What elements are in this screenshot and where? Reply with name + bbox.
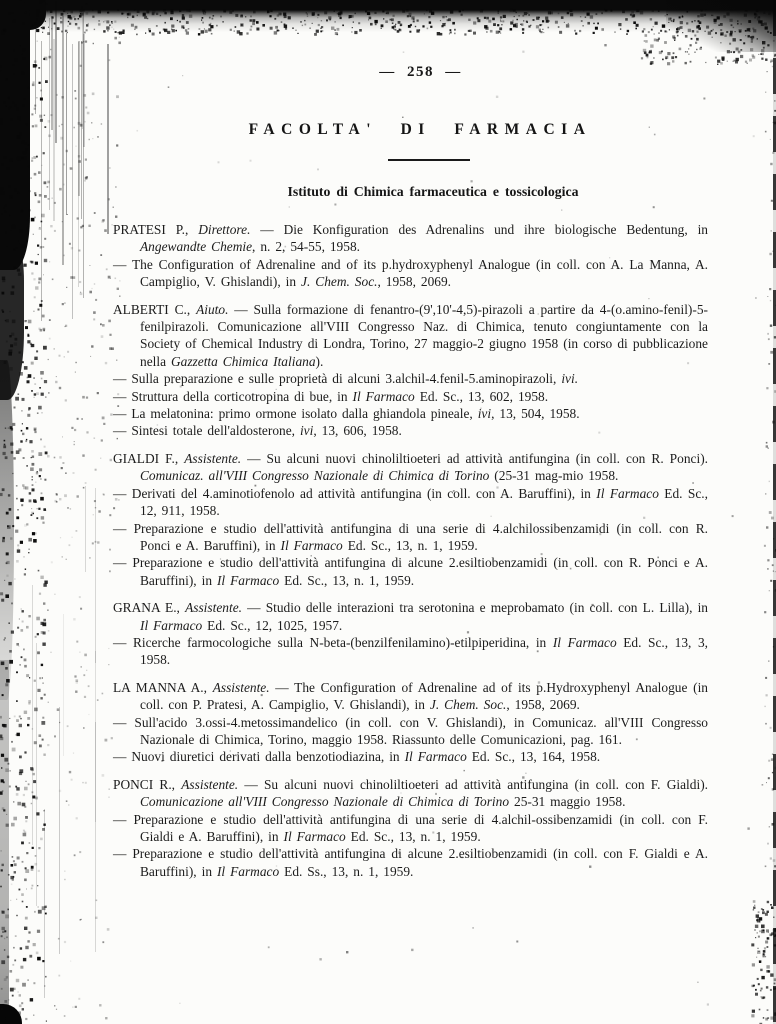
scan-streak-artifact <box>95 722 96 952</box>
italic-text: Il Farmaco <box>404 749 467 765</box>
text-run: , 13, 606, 1958. <box>313 423 402 439</box>
title-rule <box>388 159 470 161</box>
text-run: — Sintesi totale dell'aldosterone, <box>113 423 300 439</box>
person-block-grana <box>113 599 708 669</box>
scan-streak-artifact <box>66 33 67 215</box>
italic-text: J. Chem. Soc. <box>301 274 378 290</box>
text-run: Ed. Sc., 13, 3, 1958. <box>140 634 709 668</box>
publication-entry <box>113 405 708 422</box>
text-run: — Preparazione e studio dell'attività antifungina di alcune 2.esiltiobenzamidi (in coll. con R. Ponci e A. Baruffini), in <box>113 555 708 588</box>
italic-text: Il Farmaco <box>552 634 617 650</box>
institute-heading: Istituto di Chimica farmaceutica e tossicologica <box>287 184 579 199</box>
text-run: — Sull'acido 3.ossi-4.metossimandelico (in coll. con V. Ghislandi), in Comunicaz. all'VIII Congresso Nazionale di Chimica, Torino, maggio 1958. Riassunto delle Comunicazioni, pag. 161. <box>113 714 708 747</box>
scan-streak-artifact <box>72 44 73 319</box>
text-run: Ed. Sc., 13, 164, 1958. <box>466 749 601 765</box>
publication-entry <box>113 634 708 669</box>
italic-text: Il Farmaco <box>216 863 280 879</box>
italic-text: Assistente. <box>212 679 270 695</box>
italic-text: Assistente. <box>184 450 242 466</box>
scan-streak-artifact <box>32 585 33 845</box>
text-run: LA MANNA A., <box>113 679 213 695</box>
person-block-pratesi <box>113 221 708 291</box>
faculty-title: FACOLTA' DI FARMACIA <box>248 121 592 138</box>
scan-streak-artifact <box>85 486 86 572</box>
text-run: GRANA E., <box>113 600 186 616</box>
text-run: — Preparazione e studio dell'attività antifungina di una serie di 4.alchilossibenzamidi (in coll. con R. Ponci e A. Baruffini), in <box>113 520 708 553</box>
publication-entry <box>113 388 708 405</box>
italic-text: Il Farmaco <box>596 485 659 501</box>
scan-bottom-left-corner-artifact <box>0 1004 22 1024</box>
italic-text: ivi. <box>561 371 579 387</box>
italic-text: Comunicazione all'VIII Congresso Nazionale di Chimica di Torino <box>140 794 510 810</box>
scan-streak-artifact <box>81 41 82 219</box>
publication-entry <box>113 845 708 880</box>
text-run: Ed. Sc., 12, 1025, 1957. <box>202 617 343 633</box>
text-run: ALBERTI C., <box>113 301 197 317</box>
text-run: — Sulla formazione di fenantro-(9',10'-4,5)-pirazoli a partire da 4-(o.amino-fenil)-5-fenilpirazoli. Comunicazione all'VIII Congresso Naz. di Chimica, tenuto congiuntamente con la Society of Chemical Industry di Londra, Torino, 27 maggio-2 giugno 1958 (in corso di pubblicazione nella <box>140 301 709 369</box>
text-run: , n. 2, 54-55, 1958. <box>252 239 360 255</box>
publication-entry <box>113 520 708 555</box>
text-run: — The Configuration of Adrenaline and of its p.hydroxyphenyl Analogue (in coll. con A. La Manna, A. Campiglio, V. Ghislandi), in <box>113 256 708 290</box>
text-run: — Studio delle interazioni tra serotonina e meprobamato (in coll. con L. Lilla), in <box>241 600 708 616</box>
scan-streak-artifact <box>62 16 64 265</box>
scan-spine-artifact <box>0 360 14 700</box>
text-run: — Ricerche farmocologiche sulla N-beta-(benzilfenilamino)-etilpiperidina, in <box>113 634 553 650</box>
text-run: — The Configuration of Adrenaline ad of its p.Hydroxyphenyl Analogue (in coll. con P. Pratesi, A. Campiglio, V. Ghislandi), in <box>140 679 708 713</box>
scan-streak-artifact <box>95 488 96 663</box>
publication-list <box>113 221 708 890</box>
scan-streak-artifact <box>36 643 37 906</box>
italic-text: Angewandte Chemie <box>140 239 253 255</box>
page-number: — 258 — <box>379 64 462 80</box>
publication-entry <box>113 714 708 749</box>
person-block-la-manna <box>113 679 708 766</box>
text-run: — Nuovi diuretici derivati dalla benzotiodiazina, in <box>113 749 405 765</box>
italic-text: Il Farmaco <box>283 829 346 844</box>
publication-entry <box>113 370 708 387</box>
text-run: — Die Konfiguration des Adrenalins und ihre biologische Bedentung, in <box>250 222 708 237</box>
italic-text: Il Farmaco <box>352 388 415 404</box>
scan-streak-artifact <box>63 614 64 756</box>
text-run: Ed. Sc., 13, 602, 1958. <box>414 388 549 404</box>
italic-text: Il Farmaco <box>140 617 203 633</box>
scan-streak-artifact <box>83 12 84 298</box>
scan-streak-artifact <box>78 42 79 287</box>
text-run: PONCI R., <box>113 776 182 792</box>
text-run: Ed. Sc., 12, 911, 1958. <box>140 485 708 519</box>
publication-entry <box>113 811 708 846</box>
text-run: GIALDI F., <box>113 450 185 466</box>
text-run: ). <box>315 353 324 369</box>
publication-entry <box>113 599 708 634</box>
scan-spine-artifact <box>0 660 9 1024</box>
scan-streak-artifact <box>78 41 80 196</box>
publication-entry <box>113 221 708 256</box>
text-run: — Su alcuni nuovi chinoliltioeteri ad attività antifungina (in coll. con F. Gialdi). <box>238 776 708 792</box>
text-run: Ed. Ss., 13, n. 1, 1959. <box>279 863 414 879</box>
scan-streak-artifact <box>41 41 42 321</box>
scan-streak-artifact <box>107 44 109 234</box>
person-block-alberti <box>113 301 708 440</box>
scan-streak-artifact <box>59 707 60 954</box>
scan-streak-artifact <box>44 809 45 998</box>
publication-entry <box>113 422 708 439</box>
text-run: , 13, 504, 1958. <box>491 406 580 422</box>
scan-streak-artifact <box>49 18 50 210</box>
italic-text: Il Farmaco <box>280 537 343 553</box>
italic-text: Assistente. <box>181 776 239 792</box>
scan-top-edge-artifact <box>0 0 776 32</box>
text-run: Ed. Sc., 13, n. 1, 1959. <box>345 829 481 844</box>
person-block-gialdi <box>113 450 708 589</box>
italic-text: Aiuto. <box>196 301 229 317</box>
person-block-ponci <box>113 776 708 880</box>
text-run: — La melatonina: primo ormone isolato dalla ghiandola pineale, <box>113 406 478 422</box>
publication-entry <box>113 554 708 589</box>
text-run: — Struttura della corticotropina di bue, in <box>113 388 353 404</box>
italic-text: Assistente. <box>185 600 242 616</box>
text-run: — Su alcuni nuovi chinoliltioeteri ad attività antifungina (in coll. con R. Ponci). <box>241 450 708 466</box>
text-run: Ed. Sc., 13, n. 1, 1959. <box>342 537 478 553</box>
text-run: — Derivati del 4.aminotiofenolo ad attività antifungina (in coll. con A. Baruffini), in <box>113 485 597 501</box>
scan-streak-artifact <box>83 34 85 147</box>
text-run: , 1958, 2069. <box>506 697 580 713</box>
italic-text: Il Farmaco <box>216 572 280 588</box>
text-run: — Sulla preparazione e sulle proprietà di alcuni 3.alchil-4.fenil-5.aminopirazoli, <box>113 371 562 387</box>
scan-streak-artifact <box>51 16 53 130</box>
publication-entry <box>113 679 708 714</box>
publication-entry <box>113 485 708 520</box>
text-run: PRATESI P., <box>113 222 199 237</box>
scan-top-right-corner-artifact <box>666 0 776 52</box>
scan-streak-artifact <box>53 39 55 221</box>
text-run: — Preparazione e studio dell'attività antifungina di alcune 2.esiltiobenzamidi (in coll. con F. Gialdi e A. Baruffini), in <box>113 846 708 879</box>
text-run: , 1958, 2069. <box>377 274 452 290</box>
publication-entry <box>113 256 708 291</box>
scan-streak-artifact <box>95 651 96 822</box>
italic-text: ivi <box>299 423 314 439</box>
italic-text: Gazzetta Chimica Italiana <box>170 353 316 369</box>
text-run: — Preparazione e studio dell'attività antifungina di una serie di 4.alchil-ossibenzamidi (in coll. con F. Gialdi e A. Baruffini), in <box>113 811 708 844</box>
publication-entry <box>113 301 708 371</box>
italic-text: ivi <box>477 406 492 422</box>
scan-streak-artifact <box>35 25 36 114</box>
text-run: Ed. Sc., 13, n. 1, 1959. <box>279 572 415 588</box>
publication-entry <box>113 776 708 811</box>
text-run: 25-31 maggio 1958. <box>509 794 626 810</box>
italic-text: J. Chem. Soc. <box>429 697 507 713</box>
italic-text: Direttore. <box>198 222 251 237</box>
publication-entry <box>113 450 708 485</box>
italic-text: Comunicaz. all'VIII Congresso Nazionale di Chimica di Torino <box>140 468 490 484</box>
publication-entry <box>113 748 708 765</box>
text-run: (25-31 mag-mio 1958. <box>489 468 619 484</box>
